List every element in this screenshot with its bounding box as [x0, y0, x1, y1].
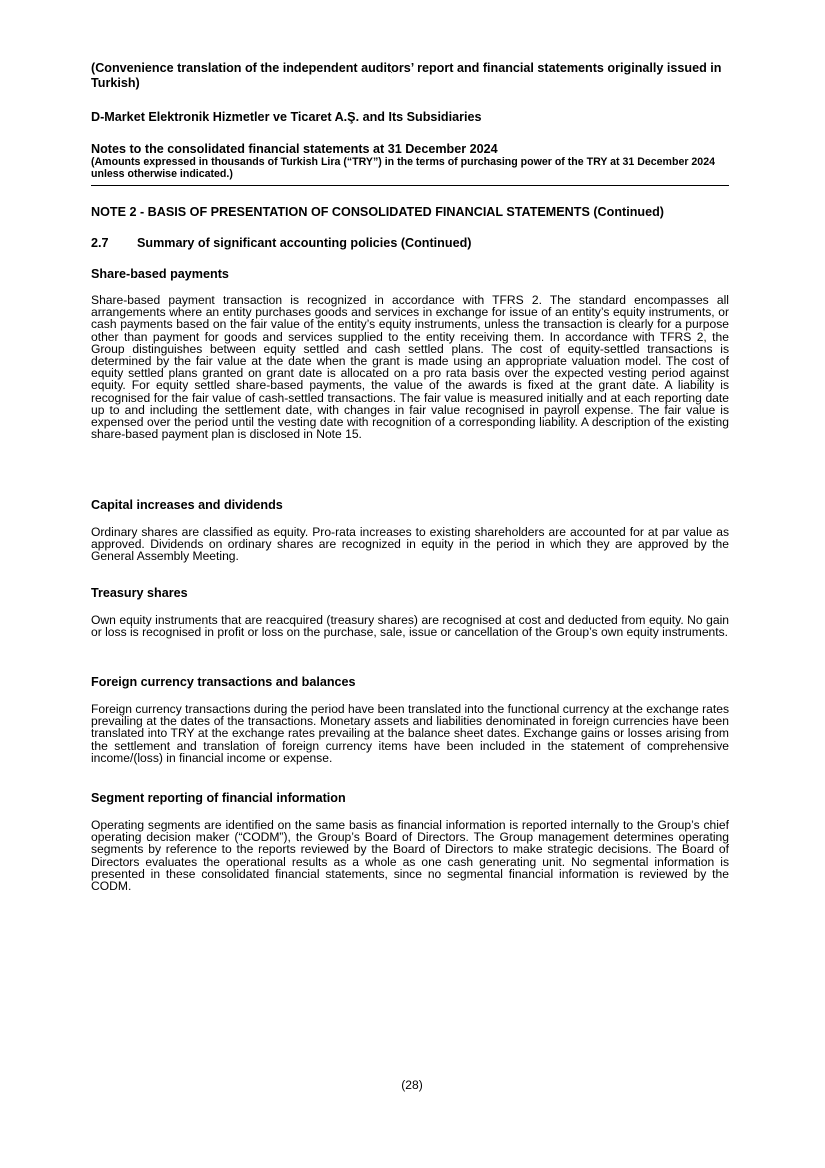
section-body-treasury-shares: Own equity instruments that are reacquired (treasury shares) are recognised at cost and deducted from equity. No gain or loss is recognised in profit or loss on the purchase, sale, issue or cancellation of the Group’s own equity instruments. — [91, 613, 729, 640]
section-body-share-based-payments: Share-based payment transaction is recognized in accordance with TFRS 2. The standard encompasses all arrangements where an entity purchases goods and services in exchange for issue of an entity’s equity instruments, or cash payments based on the fair value of the entity’s equity instruments, unless the transaction is clearly for a purpose other than payment for goods and services supplied to the entity receiving them. In accordance with TFRS 2, the Group distinguishes between equity settled and cash settled plans. The cost of equity-settled transactions is determined by the fair value at the date when the grant is made using an appropriate valuation model. The cost of equity settled plans granted on grant date is allocated on a pro rata basis over the expected vesting period against equity. For equity settled share-based payments, the value of the awards is fixed at the grant date. A liability is recognised for the fair value of cash-settled transactions. The fair value is measured initially and at each reporting date up to and including the settlement date, with changes in fair value recognised in payroll expense. The fair value is expensed over the period until the vesting date with recognition of a corresponding liability. A description of the existing share-based payment plan is disclosed in Note 15. — [91, 293, 729, 442]
section-body-capital-increases: Ordinary shares are classified as equity. Pro-rata increases to existing shareholders are accounted for at par value as approved. Dividends on ordinary shares are recognized in equity in the period in which they are approved by the General Assembly Meeting. — [91, 525, 729, 564]
amounts-note: (Amounts expressed in thousands of Turkish Lira (“TRY”) in the terms of purchasing power of the TRY at 31 December 2024 unless otherwise indicated.) — [91, 156, 715, 180]
subsection-title: Summary of significant accounting policies (Continued) — [137, 236, 472, 250]
section-title-segment-reporting: Segment reporting of financial information — [91, 791, 346, 805]
section-body-segment-reporting: Operating segments are identified on the same basis as financial information is reported internally to the Group’s chief operating decision maker (“CODM”), the Group’s Board of Directors. The Group management determines operating segments by reference to the reports reviewed by the Board of Directors to make strategic decisions. The Board of Directors evaluates the operational results as a whole as one cash generating unit. No segmental information is presented in these consolidated financial statements, since no segmental financial information is reviewed by the CODM. — [91, 818, 729, 894]
subsection-heading — [91, 236, 471, 250]
section-body-foreign-currency: Foreign currency transactions during the period have been translated into the functional currency at the exchange rates prevailing at the dates of the transactions. Monetary assets and liabilities denominated in foreign currencies have been translated into TRY at the exchange rates prevailing at the balance sheet dates. Exchange gains or losses arising from the settlement and translation of foreign currency items have been included in the statement of comprehensive income/(loss) in financial income or expense. — [91, 702, 729, 765]
header-divider — [91, 185, 729, 186]
convenience-translation-note: (Convenience translation of the independent auditors’ report and financial statements originally issued in Turkish) — [91, 61, 722, 90]
note-heading: NOTE 2 - BASIS OF PRESENTATION OF CONSOLIDATED FINANCIAL STATEMENTS (Continued) — [91, 205, 665, 219]
page-number: (28) — [401, 1078, 423, 1092]
section-title-treasury-shares: Treasury shares — [91, 586, 188, 600]
company-name: D-Market Elektronik Hizmetler ve Ticaret A.Ş. and Its Subsidiaries — [91, 110, 482, 124]
section-title-foreign-currency: Foreign currency transactions and balances — [91, 675, 356, 689]
section-title-share-based-payments: Share-based payments — [91, 267, 229, 281]
notes-title: Notes to the consolidated financial statements at 31 December 2024 — [91, 142, 498, 156]
section-title-capital-increases: Capital increases and dividends — [91, 498, 283, 512]
subsection-number: 2.7 — [91, 236, 109, 250]
